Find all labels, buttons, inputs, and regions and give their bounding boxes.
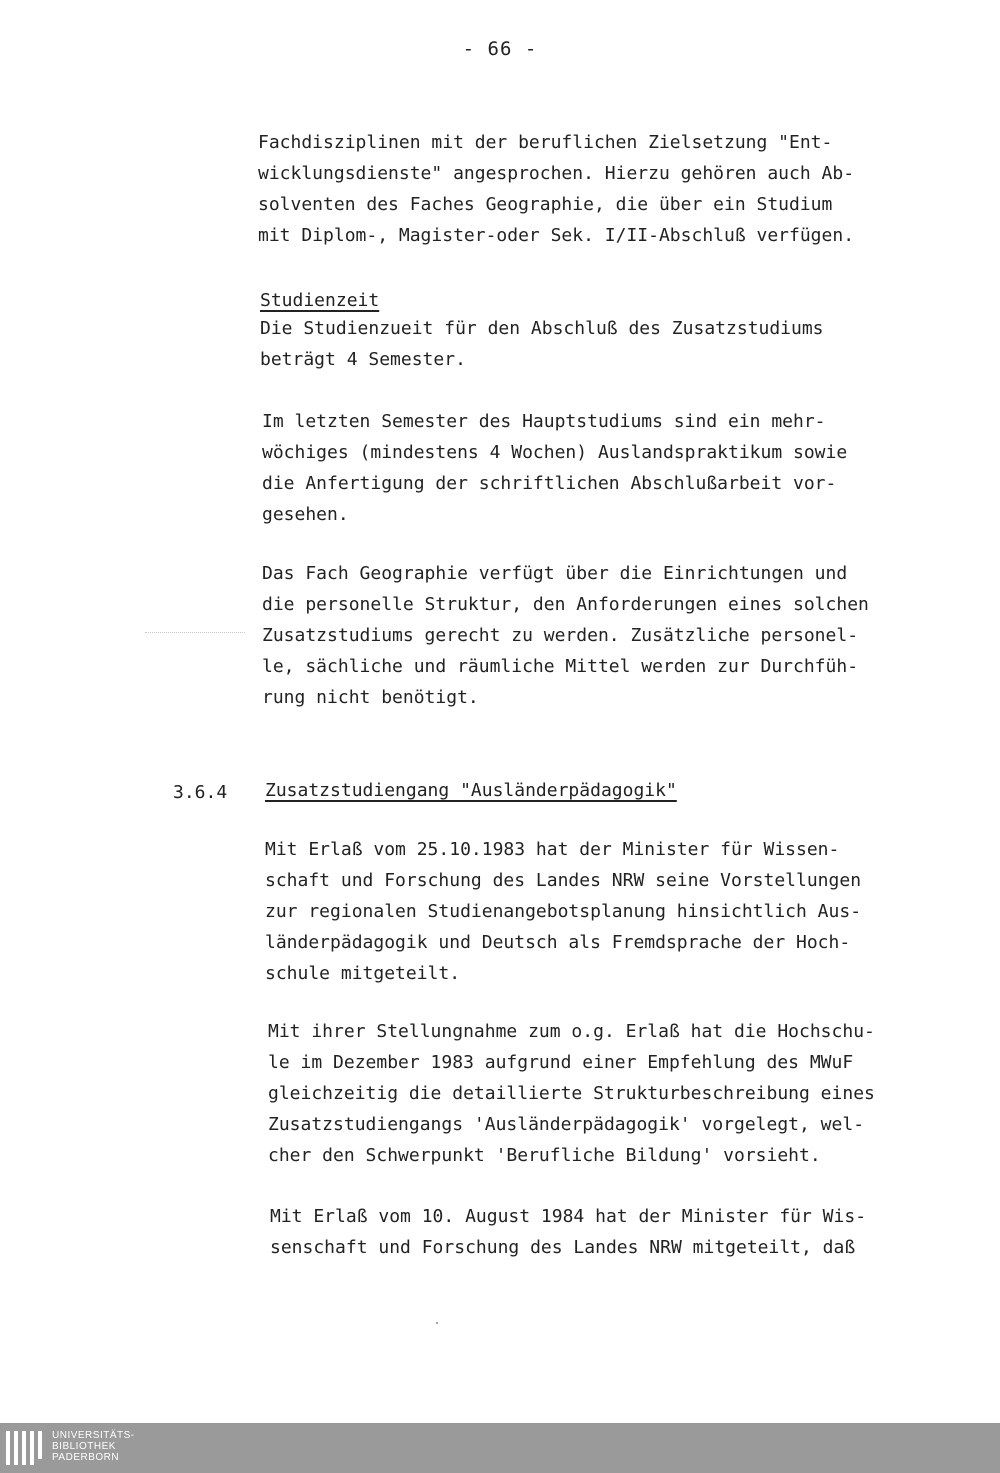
text-line: schaft und Forschung des Landes NRW seine Vorstellungen: [265, 870, 862, 891]
text-line: le, sächliche und räumliche Mittel werden zur Durchfüh-: [262, 656, 859, 677]
text-line: wöchiges (mindestens 4 Wochen) Auslandspraktikum sowie: [262, 442, 848, 463]
paragraph-hauptstudium: [262, 406, 847, 530]
text-line: die personelle Struktur, den Anforderungen eines solchen: [262, 594, 869, 615]
text-line: Zusatzstudiums gerecht zu werden. Zusätzliche personel-: [262, 625, 859, 646]
text-line: die Anfertigung der schriftlichen Abschlußarbeit vor-: [262, 473, 837, 494]
library-name-line: UNIVERSITÄTS-: [52, 1430, 135, 1441]
text-line: Zusatzstudiengangs 'Ausländerpädagogik' vorgelegt, wel-: [268, 1114, 865, 1135]
text-line: senschaft und Forschung des Landes NRW mitgeteilt, daß: [270, 1237, 856, 1258]
text-line: Mit Erlaß vom 25.10.1983 hat der Minister für Wissen-: [265, 839, 840, 860]
paragraph-stellungnahme: [268, 1016, 875, 1171]
paragraph-studienzeit: [260, 313, 824, 375]
subheading-studienzeit: Studienzeit: [260, 290, 380, 311]
text-line: solventen des Faches Geographie, die über ein Studium: [258, 194, 833, 215]
paragraph-fachdisziplinen: [258, 127, 854, 251]
paragraph-erlass-1984: [270, 1201, 866, 1263]
library-name-line: BIBLIOTHEK: [52, 1441, 116, 1452]
text-line: le im Dezember 1983 aufgrund einer Empfehlung des MWuF: [268, 1052, 854, 1073]
section-title: Zusatzstudiengang "Ausländerpädagogik": [265, 780, 677, 801]
library-name-line: PADERBORN: [52, 1452, 120, 1463]
library-name: [52, 1430, 135, 1463]
text-line: mit Diplom-, Magister-oder Sek. I/II-Abschluß verfügen.: [258, 225, 855, 246]
text-line: schule mitgeteilt.: [265, 963, 461, 984]
text-line: cher den Schwerpunkt 'Berufliche Bildung' vorsieht.: [268, 1145, 821, 1166]
text-line: Mit ihrer Stellungnahme zum o.g. Erlaß hat die Hochschu-: [268, 1021, 875, 1042]
library-footer-banner: [0, 1423, 1000, 1473]
text-line: beträgt 4 Semester.: [260, 349, 466, 370]
text-line: Im letzten Semester des Hauptstudiums sind ein mehr-: [262, 411, 826, 432]
text-line: Fachdisziplinen mit der beruflichen Zielsetzung "Ent-: [258, 132, 833, 153]
text-line: gesehen.: [262, 504, 349, 525]
text-line: zur regionalen Studienangebotsplanung hinsichtlich Aus-: [265, 901, 862, 922]
text-line: gleichzeitig die detaillierte Strukturbeschreibung eines: [268, 1083, 875, 1104]
text-line: wicklungsdienste" angesprochen. Hierzu gehören auch Ab-: [258, 163, 855, 184]
paragraph-erlass-1983: [265, 834, 861, 989]
section-number: 3.6.4: [173, 782, 228, 803]
paragraph-geographie: [262, 558, 869, 713]
text-line: länderpädagogik und Deutsch als Fremdsprache der Hoch-: [265, 932, 851, 953]
text-line: rung nicht benötigt.: [262, 687, 479, 708]
text-line: Das Fach Geographie verfügt über die Einrichtungen und: [262, 563, 848, 584]
margin-mark: [145, 632, 245, 633]
text-line: Die Studienzueit für den Abschluß des Zusatzstudiums: [260, 318, 824, 339]
text-line: Mit Erlaß vom 10. August 1984 hat der Minister für Wis-: [270, 1206, 867, 1227]
scan-dot: [436, 1322, 438, 1324]
page-number: - 66 -: [462, 38, 538, 60]
library-logo-icon: [6, 1431, 44, 1465]
